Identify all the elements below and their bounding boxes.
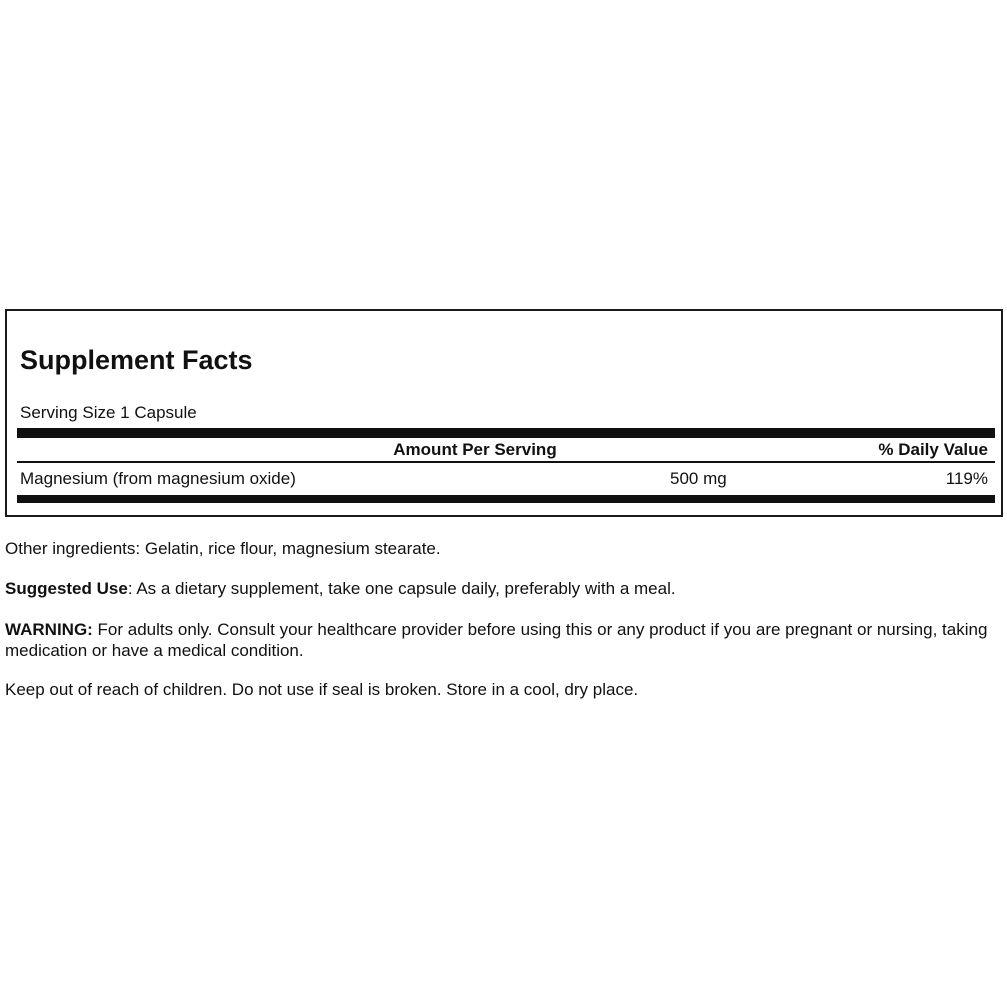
- suggested-use: [5, 578, 995, 599]
- suggested-use-text: : As a dietary supplement, take one capsule daily, preferably with a meal.: [127, 579, 676, 598]
- amount-per-serving-header: Amount Per Serving: [393, 440, 557, 459]
- bottom-divider: [17, 495, 995, 503]
- warning: [5, 619, 995, 661]
- thin-divider: [17, 461, 995, 463]
- nutrient-row: [20, 468, 988, 490]
- warning-text: For adults only. Consult your healthcare provider before using this or any product if you are pregnant or nursing, taking medication or have a medical condition.: [5, 620, 988, 660]
- daily-value-header: % Daily Value: [878, 440, 988, 459]
- facts-header-row: [20, 439, 988, 461]
- suggested-use-label: Suggested Use: [5, 579, 128, 598]
- other-ingredients: Other ingredients: Gelatin, rice flour, magnesium stearate.: [5, 539, 441, 558]
- nutrient-daily-value: 119%: [945, 469, 988, 488]
- supplement-facts-panel: [5, 309, 1003, 517]
- storage-instructions: Keep out of reach of children. Do not use if seal is broken. Store in a cool, dry place.: [5, 680, 639, 699]
- facts-title: Supplement Facts: [20, 345, 253, 375]
- nutrient-amount: 500 mg: [670, 469, 727, 488]
- serving-size: Serving Size 1 Capsule: [20, 403, 197, 422]
- nutrient-name: Magnesium (from magnesium oxide): [20, 469, 296, 488]
- warning-label: WARNING:: [5, 620, 93, 639]
- thick-divider: [17, 428, 995, 438]
